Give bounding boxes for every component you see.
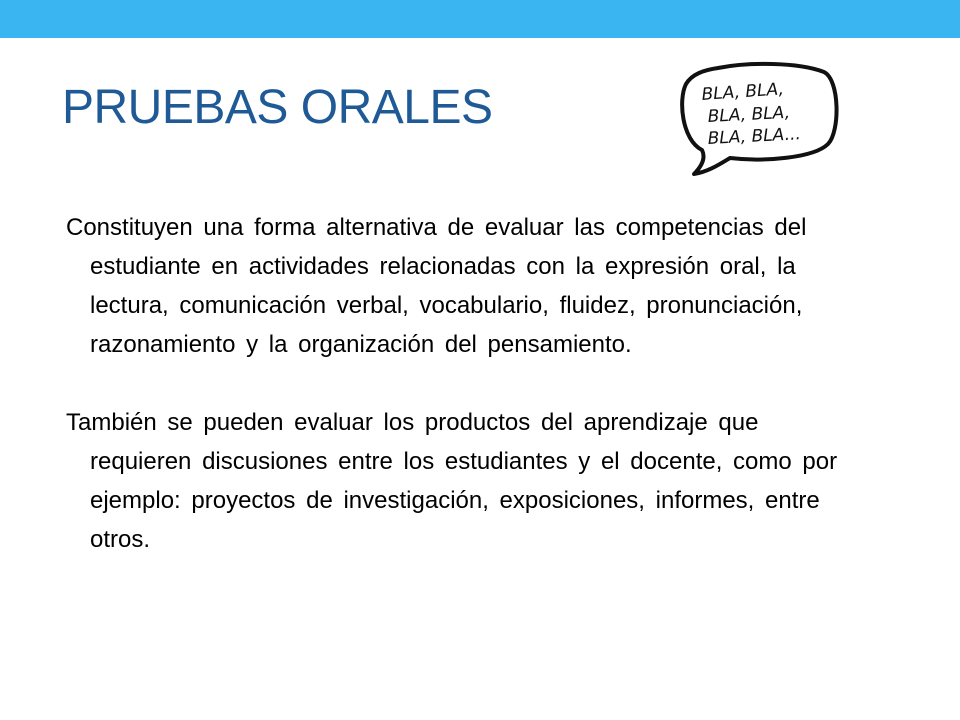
bubble-line-3: BLA, BLA... — [707, 124, 802, 149]
bubble-line-1: BLA, BLA, — [700, 79, 785, 105]
slide-title: PRUEBAS ORALES — [62, 81, 493, 134]
bubble-line-2: BLA, BLA, — [707, 102, 791, 127]
speech-bubble-icon — [668, 60, 848, 190]
body-paragraph-1: Constituyen una forma alternativa de evaluar las competencias del estudiante en actividades relacionadas con la expresión oral, la lectura, comunicación verbal, vocabulario, fluidez, pronunciación, razonamiento y la organización del pensamiento. — [66, 214, 807, 358]
top-accent-bar — [0, 0, 960, 38]
body-paragraph-2: También se pueden evaluar los productos del aprendizaje que requieren discusiones entre los estudiantes y el docente, como por ejemplo: proyectos de investigación, exposiciones, informes, entre otros. — [66, 409, 838, 553]
slide-body — [66, 208, 866, 559]
